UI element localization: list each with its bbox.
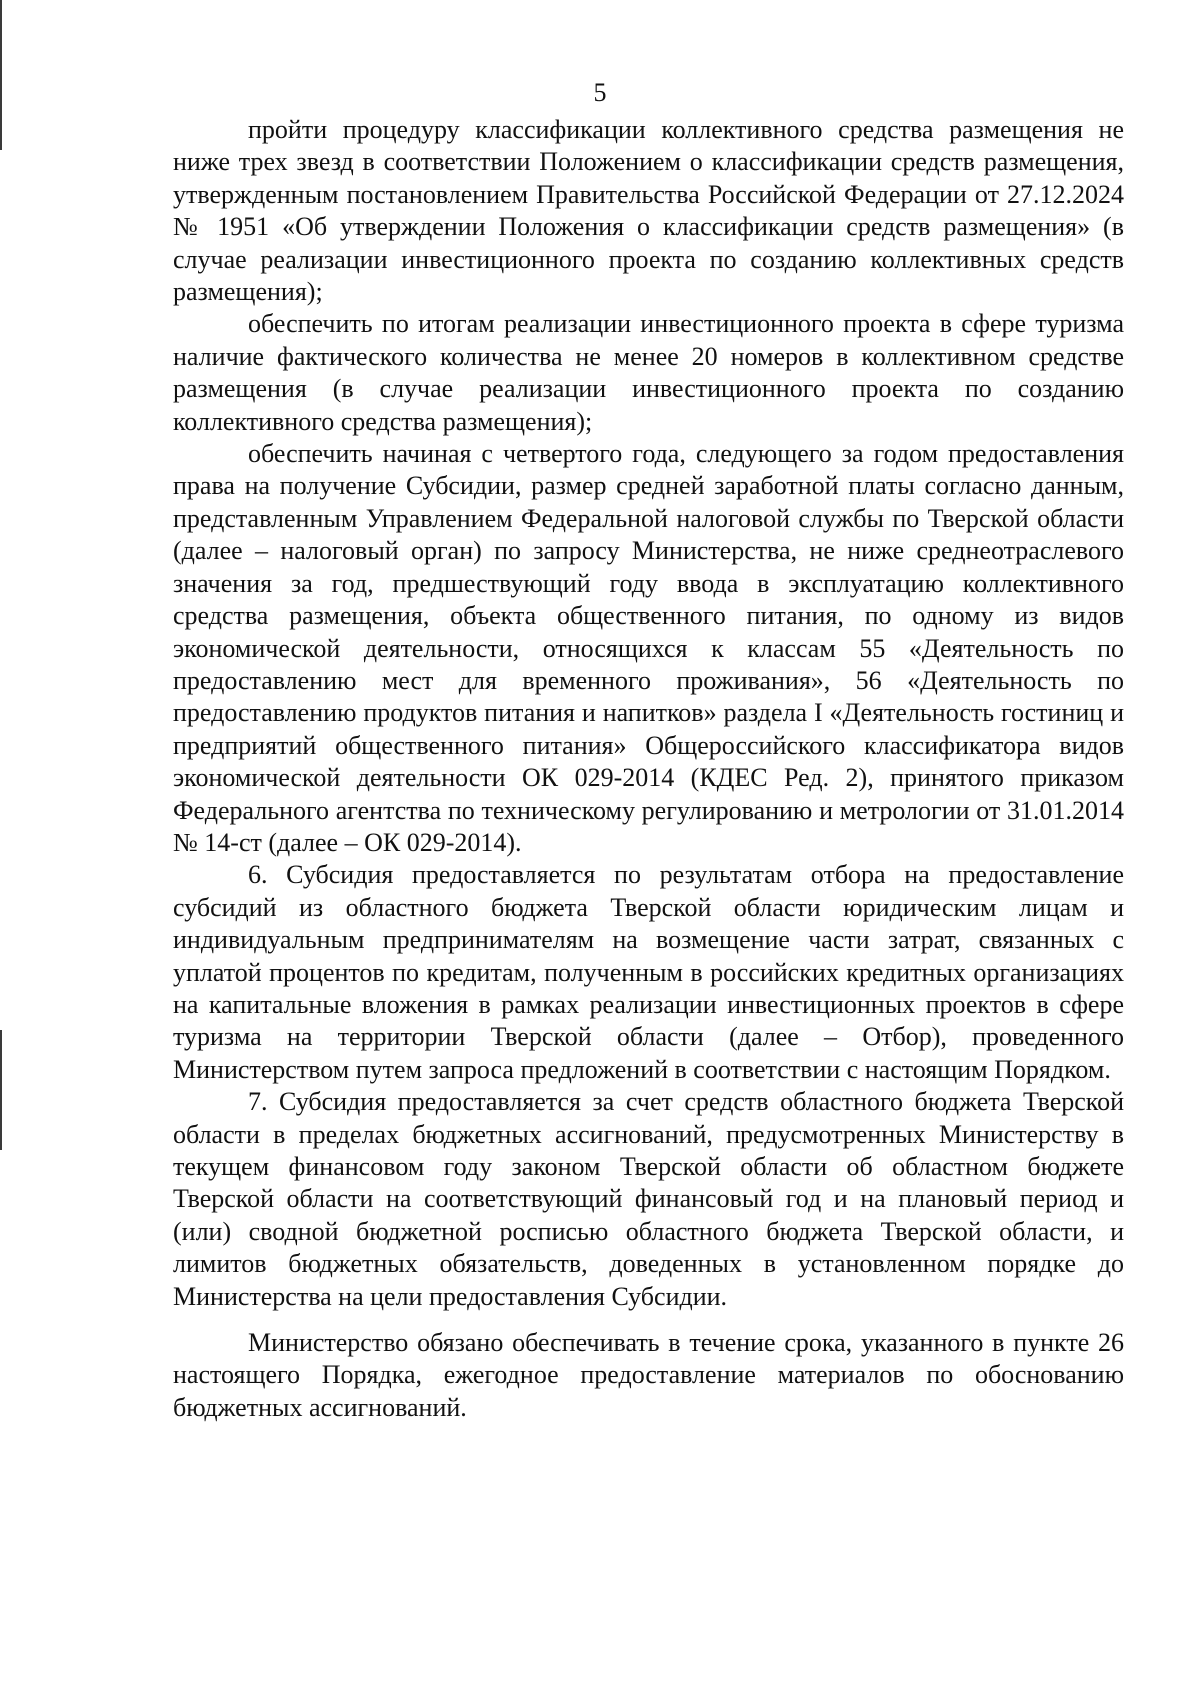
paragraph-average-salary: обеспечить начиная с четвертого года, следующего за годом предоставления права на получение Субсидии, размер средней заработной платы согласно данным, представленным Управлением Федеральной налоговой службы по Тверской области (далее – налоговый орган) по запросу Министерства, не ниже среднеотраслевого значения за год, предшествующий году ввода в эксплуатацию коллективного средства размещения, объекта общественного питания, по одному из видов экономической деятельности, относящихся к классам 55 «Деятельность по предоставлению мест для временного проживания», 56 «Деятельность по предоставлению продуктов питания и напитков» раздела I «Деятельность гостиниц и предприятий общественного питания» Общероссийского классификатора видов экономической деятельности ОК 029-2014 (КДЕС Ред. 2), принятого приказом Федерального агентства по техническому регулированию и метрологии от 31.01.2014 № 14-ст (далее – ОК 029-2014).: [173, 439, 1124, 857]
scan-edge-mark: [0, 1030, 2, 1150]
paragraph-item-6: 6. Субсидия предоставляется по результатам отбора на предоставление субсидий из областного бюджета Тверской области юридическим лицам и индивидуальным предпринимателям на возмещение части затрат, связанных с уплатой процентов по кредитам, полученным в российских кредитных организациях на капитальные вложения в рамках реализации инвестиционных проектов в сфере туризма на территории Тверской области (далее – Отбор), проведенного Министерством путем запроса предложений в соответствии с настоящим Порядком.: [173, 860, 1124, 1084]
scan-edge-mark: [0, 0, 2, 150]
page-number: 5: [593, 78, 607, 107]
paragraph-item-7: 7. Субсидия предоставляется за счет средств областного бюджета Тверской области в пределах бюджетных ассигнований, предусмотренных Министерству в текущем финансовом году законом Тверской области об областном бюджете Тверской области на соответствующий финансовый год и на плановый период и (или) сводной бюджетной росписью областного бюджета Тверской области, и лимитов бюджетных обязательств, доведенных в установленном порядке до Министерства на цели предоставления Субсидии.: [173, 1087, 1124, 1311]
paragraph-classification: пройти процедуру классификации коллективного средства размещения не ниже трех звезд в соответствии Положением о классификации средств размещения, утвержденным постановлением Правительства Российской Федерации от 27.12.2024 № 1951 «Об утверждении Положения о классификации средств размещения» (в случае реализации инвестиционного проекта по созданию коллективных средств размещения);: [173, 115, 1124, 307]
document-body: [173, 114, 1124, 1424]
paragraph-ministry-obligation: Министерство обязано обеспечивать в течение срока, указанного в пункте 26 настоящего Порядка, ежегодное предоставление материалов по обоснованию бюджетных ассигнований.: [173, 1328, 1124, 1422]
paragraph-rooms-count: обеспечить по итогам реализации инвестиционного проекта в сфере туризма наличие фактического количества не менее 20 номеров в коллективном средстве размещения (в случае реализации инвестиционного проекта по созданию коллективного средства размещения);: [173, 309, 1124, 436]
